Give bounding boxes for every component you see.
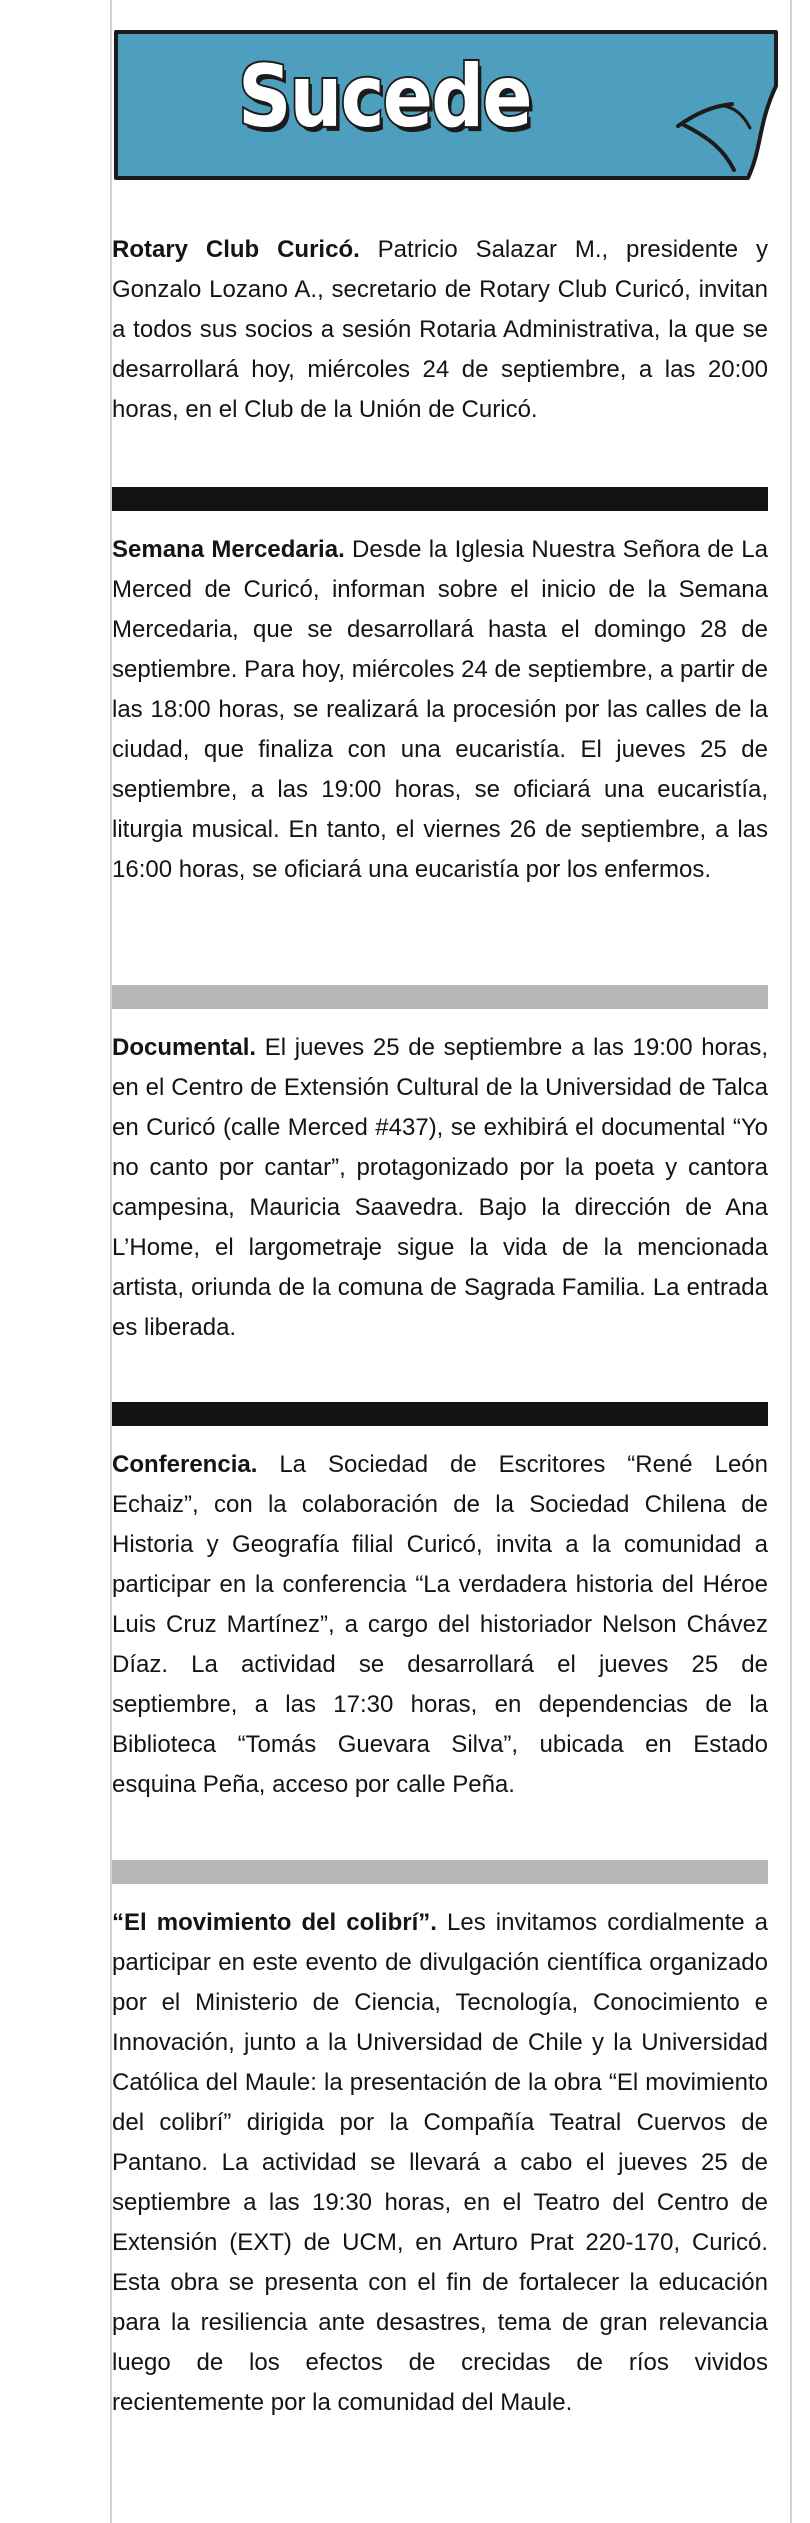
news-item-heading: Conferencia. [112,1451,258,1478]
news-item-body: La Sociedad de Escritores “René León Echaiz”, con la colaboración de la Sociedad Chilena de Historia y Geografía filial Curicó, invita a la comunidad a participar en la conferencia “La verdadera historia del Héroe Luis Cruz Martínez”, a cargo del historiador Nelson Chávez Díaz. La actividad se desarrollará el jueves 25 de septiembre, a las 17:30 horas, en dependencias de la Biblioteca “Tomás Guevara Silva”, ubicada en Estado esquina Peña, acceso por calle Peña. [112,1451,768,1798]
news-item-rotary [112,230,768,430]
news-item-heading: Semana Mercedaria. [112,536,345,563]
separator-bar [112,487,768,511]
news-item-conferencia [112,1445,768,1805]
separator-bar [112,985,768,1009]
news-item-body: Patricio Salazar M., presidente y Gonzalo Lozano A., secretario de Rotary Club Curicó, invitan a todos sus socios a sesión Rotaria Administrativa, la que se desarrollará hoy, miércoles 24 de septiembre, a las 20:00 horas, en el Club de la Unión de Curicó. [112,236,769,423]
news-item-heading: Rotary Club Curicó. [112,236,360,263]
news-item-heading: “El movimiento del colibrí”. [112,1909,437,1936]
right-column-rule [790,0,792,2523]
news-item-heading: Documental. [112,1034,257,1061]
news-item-body: Les invitamos cordialmente a participar en este evento de divulgación científica organizado por el Ministerio de Ciencia, Tecnología, Conocimiento e Innovación, junto a la Universidad de Chile y la Universidad Católica del Maule: la presentación de la obra “El movimiento del colibrí” dirigida por la Compañía Teatral Cuervos de Pantano. La actividad se llevará a cabo el jueves 25 de septiembre a las 19:30 horas, en el Teatro del Centro de Extensión (EXT) de UCM, en Arturo Prat 220-170, Curicó. Esta obra se presenta con el fin de fortalecer la educación para la resiliencia ante desastres, tema de gran relevancia luego de los efectos de crecidas de ríos vividos recientemente por la comunidad del Maule. [112,1909,769,2416]
news-item-colibri [112,1903,768,2423]
news-item-semana-mercedaria [112,530,768,890]
section-title: Sucede [238,47,531,147]
separator-bar [112,1402,768,1426]
section-banner [112,28,780,188]
separator-bar [112,1860,768,1884]
news-item-body: El jueves 25 de septiembre a las 19:00 horas, en el Centro de Extensión Cultural de la Universidad de Talca en Curicó (calle Merced #437), se exhibirá el documental “Yo no canto por cantar”, protagonizado por la poeta y cantora campesina, Mauricia Saavedra. Bajo la dirección de Ana L’Home, el largometraje sigue la vida de la mencionada artista, oriunda de la comuna de Sagrada Familia. La entrada es liberada. [112,1034,769,1341]
news-item-documental [112,1028,768,1348]
news-item-body: Desde la Iglesia Nuestra Señora de La Merced de Curicó, informan sobre el inicio de la Semana Mercedaria, que se desarrollará hasta el domingo 28 de septiembre. Para hoy, miércoles 24 de septiembre, a partir de las 18:00 horas, se realizará la procesión por las calles de la ciudad, que finaliza con una eucaristía. El jueves 25 de septiembre, a las 19:00 horas, se oficiará una eucaristía, liturgia musical. En tanto, el viernes 26 de septiembre, a las 16:00 horas, se oficiará una eucaristía por los enfermos. [112,536,769,883]
